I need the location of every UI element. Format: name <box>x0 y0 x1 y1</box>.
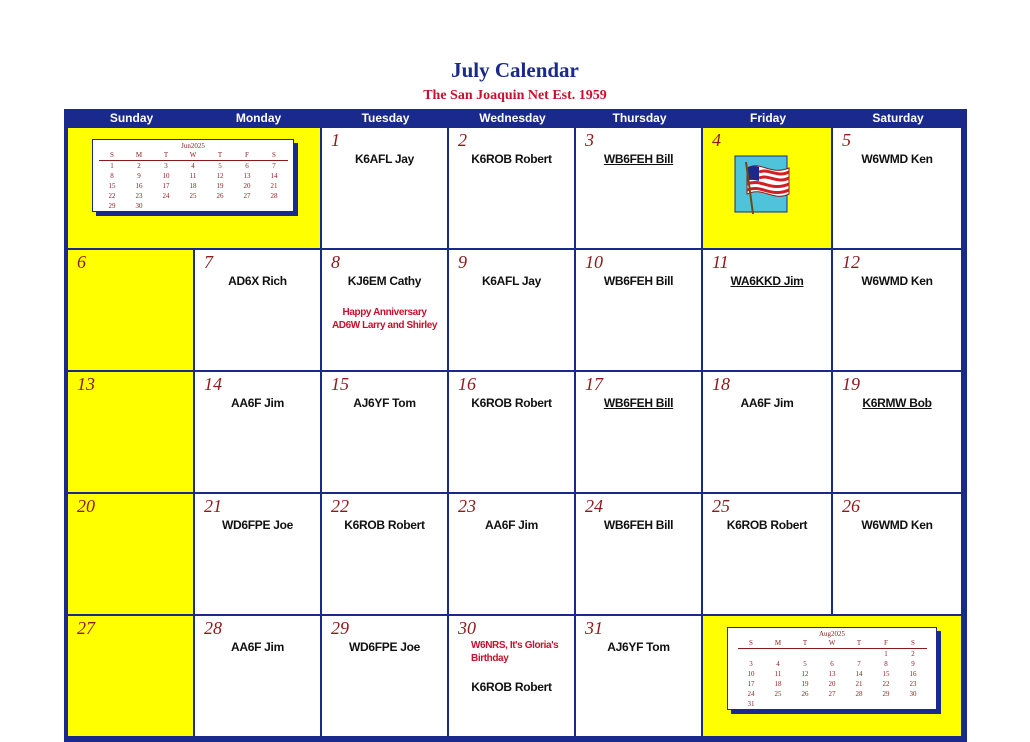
mini-date: 26 <box>801 690 809 698</box>
mini-calendar-table <box>99 150 288 211</box>
day-number: 29 <box>331 618 349 638</box>
mini-calendar-aug <box>727 627 937 710</box>
mini-date: 17 <box>747 680 755 688</box>
day-cell-10[interactable] <box>576 250 701 370</box>
day-cell-12[interactable] <box>833 250 961 370</box>
day-cell-25[interactable] <box>703 494 831 614</box>
mini-date: 8 <box>110 172 114 180</box>
mini-weekday: T <box>846 638 873 649</box>
day-cell-14[interactable] <box>195 372 320 492</box>
day-number: 26 <box>842 496 860 516</box>
day-cell-21[interactable] <box>195 494 320 614</box>
day-event: W6WMD Ken <box>861 152 933 166</box>
mini-date: 1 <box>110 162 114 170</box>
mini-date: 7 <box>272 162 276 170</box>
mini-calendar-title: Jun2025 <box>181 142 205 150</box>
mini-date: 16 <box>135 182 143 190</box>
mini-date: 22 <box>108 192 116 200</box>
mini-date: 24 <box>162 192 170 200</box>
day-event: AD6X Rich <box>228 274 287 288</box>
mini-date <box>846 699 873 709</box>
day-event: KJ6EM Cathy <box>347 274 422 288</box>
day-number: 15 <box>331 374 349 394</box>
mini-date: 1 <box>884 650 888 658</box>
day-cell-7[interactable] <box>195 250 320 370</box>
mini-date <box>792 699 819 709</box>
weekday-header-thursday: Thursday <box>612 111 667 125</box>
mini-date: 3 <box>749 660 753 668</box>
mini-date <box>261 201 288 211</box>
day-number: 10 <box>585 252 603 272</box>
mini-date: 30 <box>909 690 917 698</box>
mini-date: 6 <box>830 660 834 668</box>
mini-date: 11 <box>774 670 782 678</box>
day-cell-23[interactable] <box>449 494 574 614</box>
mini-date: 5 <box>218 162 222 170</box>
day-event: K6ROB Robert <box>471 396 552 410</box>
mini-date: 23 <box>909 680 917 688</box>
day-event: AA6F Jim <box>485 518 538 532</box>
mini-date: 25 <box>189 192 197 200</box>
american-flag-icon <box>733 154 799 216</box>
day-cell-18[interactable] <box>703 372 831 492</box>
mini-weekday: S <box>261 150 288 161</box>
mini-date: 9 <box>137 172 141 180</box>
mini-date: 8 <box>884 660 888 668</box>
mini-weekday: S <box>99 150 126 161</box>
mini-date: 29 <box>882 690 890 698</box>
mini-date: 17 <box>162 182 170 190</box>
day-event: WB6FEH Bill <box>603 518 674 532</box>
mini-date: 15 <box>108 182 116 190</box>
day-number: 31 <box>585 618 603 638</box>
day-event: K6ROB Robert <box>344 518 425 532</box>
day-number: 14 <box>204 374 222 394</box>
day-event: AJ6YF Tom <box>353 396 416 410</box>
day-cell-16[interactable] <box>449 372 574 492</box>
day-number: 20 <box>77 496 95 516</box>
mini-weekday: T <box>153 150 180 161</box>
day-event: K6AFL Jay <box>481 274 542 288</box>
weekday-header-wednesday: Wednesday <box>479 111 546 125</box>
mini-date: 4 <box>191 162 195 170</box>
weekday-header-tuesday: Tuesday <box>361 111 410 125</box>
mini-date: 15 <box>882 670 890 678</box>
day-number: 28 <box>204 618 222 638</box>
mini-date <box>765 649 792 660</box>
mini-date: 26 <box>216 192 224 200</box>
day-event: WD6FPE Joe <box>348 640 421 654</box>
mini-date <box>792 649 819 660</box>
day-cell-8[interactable] <box>322 250 447 370</box>
mini-date: 13 <box>243 172 251 180</box>
mini-date: 29 <box>108 202 116 210</box>
day-cell-3[interactable] <box>576 128 701 248</box>
weekday-header-friday: Friday <box>749 111 786 125</box>
day-number: 7 <box>204 252 213 272</box>
day-number: 30 <box>458 618 476 638</box>
day-number: 6 <box>77 252 86 272</box>
day-event: K6ROB Robert <box>726 518 808 532</box>
mini-date: 12 <box>216 172 224 180</box>
day-cell-2[interactable] <box>449 128 574 248</box>
day-cell-27[interactable] <box>68 616 193 736</box>
day-cell-6[interactable] <box>68 250 193 370</box>
day-cell-31[interactable] <box>576 616 701 736</box>
cell-august-minicalendar <box>703 616 961 736</box>
day-number: 13 <box>77 374 95 394</box>
mini-date: 19 <box>801 680 809 688</box>
day-number: 22 <box>331 496 349 516</box>
day-number: 27 <box>77 618 95 638</box>
mini-weekday: T <box>207 150 234 161</box>
mini-date <box>234 201 261 211</box>
day-cell-1[interactable] <box>322 128 447 248</box>
mini-date <box>819 649 846 660</box>
mini-date: 30 <box>135 202 143 210</box>
day-cell-24[interactable] <box>576 494 701 614</box>
mini-date: 27 <box>828 690 836 698</box>
mini-date: 12 <box>801 670 809 678</box>
mini-date: 28 <box>855 690 863 698</box>
day-cell-13[interactable] <box>68 372 193 492</box>
cell-june-minicalendar <box>68 128 320 248</box>
day-number: 2 <box>458 130 467 150</box>
day-number: 4 <box>712 130 721 150</box>
day-event[interactable]: WA6KKD Jim <box>730 274 804 288</box>
mini-weekday: F <box>873 638 900 649</box>
day-note: W6NRS, It's Gloria's Birthday <box>471 640 559 664</box>
weekday-header-saturday: Saturday <box>872 111 924 125</box>
mini-date: 5 <box>803 660 807 668</box>
day-cell-9[interactable] <box>449 250 574 370</box>
day-number: 3 <box>585 130 594 150</box>
mini-date <box>207 201 234 211</box>
mini-weekday: M <box>765 638 792 649</box>
day-cell-29[interactable] <box>322 616 447 736</box>
mini-date: 13 <box>828 670 836 678</box>
day-cell-5[interactable] <box>833 128 961 248</box>
mini-calendar-june <box>92 139 294 212</box>
day-cell-11[interactable] <box>703 250 831 370</box>
day-cell-28[interactable] <box>195 616 320 736</box>
mini-date: 20 <box>243 182 251 190</box>
day-number: 21 <box>204 496 222 516</box>
day-event: W6WMD Ken <box>861 518 933 532</box>
day-cell-15[interactable] <box>322 372 447 492</box>
day-note: Happy Anniversary AD6W Larry and Shirley <box>331 307 438 331</box>
mini-weekday: S <box>738 638 765 649</box>
mini-date: 11 <box>189 172 197 180</box>
day-number: 23 <box>458 496 476 516</box>
mini-date: 21 <box>855 680 863 688</box>
mini-date: 4 <box>776 660 780 668</box>
day-event: K6ROB Robert <box>471 152 552 166</box>
mini-date: 18 <box>189 182 197 190</box>
day-number: 16 <box>458 374 476 394</box>
mini-date: 21 <box>270 182 278 190</box>
day-event: W6WMD Ken <box>861 274 933 288</box>
weekday-header-monday: Monday <box>235 111 282 125</box>
day-cell-22[interactable] <box>322 494 447 614</box>
mini-weekday: W <box>819 638 846 649</box>
day-number: 5 <box>842 130 851 150</box>
day-event[interactable]: K6RMW Bob <box>862 396 932 410</box>
mini-weekday: W <box>180 150 207 161</box>
day-number: 12 <box>842 252 860 272</box>
mini-date: 3 <box>164 162 168 170</box>
day-event: AJ6YF Tom <box>607 640 670 654</box>
mini-date: 6 <box>245 162 249 170</box>
day-cell-4[interactable] <box>703 128 831 248</box>
page-subtitle: The San Joaquin Net Est. 1959 <box>423 88 607 103</box>
mini-date: 27 <box>243 192 251 200</box>
page-title: July Calendar <box>451 58 579 82</box>
mini-date <box>765 699 792 709</box>
mini-date: 14 <box>855 670 863 678</box>
weekday-header-sunday: Sunday <box>109 111 154 125</box>
day-number: 17 <box>585 374 603 394</box>
day-number: 1 <box>331 130 340 150</box>
mini-weekday: T <box>792 638 819 649</box>
mini-date: 20 <box>828 680 836 688</box>
mini-date: 28 <box>270 192 278 200</box>
day-number: 18 <box>712 374 730 394</box>
day-cell-17[interactable] <box>576 372 701 492</box>
day-cell-20[interactable] <box>68 494 193 614</box>
mini-date: 7 <box>857 660 861 668</box>
mini-date <box>819 699 846 709</box>
mini-date <box>846 649 873 660</box>
mini-date: 10 <box>162 172 170 180</box>
day-cell-30[interactable] <box>449 616 574 736</box>
day-event: WD6FPE Joe <box>221 518 294 532</box>
mini-date: 24 <box>747 690 755 698</box>
calendar-grid <box>64 109 967 742</box>
mini-date <box>873 699 900 709</box>
day-event: K6AFL Jay <box>354 152 415 166</box>
day-event: AA6F Jim <box>740 396 794 410</box>
mini-date: 22 <box>882 680 890 688</box>
mini-date: 25 <box>774 690 782 698</box>
mini-weekday: M <box>126 150 153 161</box>
mini-date: 2 <box>137 162 141 170</box>
mini-date: 31 <box>747 700 755 708</box>
mini-date: 19 <box>216 182 224 190</box>
day-cell-26[interactable] <box>833 494 961 614</box>
day-number: 25 <box>712 496 730 516</box>
day-number: 8 <box>331 252 340 272</box>
day-event: K6ROB Robert <box>471 680 552 694</box>
mini-date: 16 <box>909 670 917 678</box>
mini-date: 14 <box>270 172 278 180</box>
mini-date <box>900 699 927 709</box>
mini-calendar-table <box>738 638 927 709</box>
day-number: 9 <box>458 252 467 272</box>
day-number: 11 <box>712 252 729 272</box>
mini-weekday: F <box>234 150 261 161</box>
day-event[interactable]: WB6FEH Bill <box>603 396 674 410</box>
day-event[interactable]: WB6FEH Bill <box>603 152 674 166</box>
mini-calendar-title: Aug2025 <box>818 630 846 638</box>
mini-date: 10 <box>747 670 755 678</box>
mini-date <box>153 201 180 211</box>
day-event: WB6FEH Bill <box>603 274 674 288</box>
mini-weekday: S <box>900 638 927 649</box>
day-cell-19[interactable] <box>833 372 961 492</box>
mini-date: 18 <box>774 680 782 688</box>
mini-date: 9 <box>911 660 915 668</box>
day-number: 24 <box>585 496 603 516</box>
day-number: 19 <box>842 374 860 394</box>
mini-date: 23 <box>135 192 143 200</box>
mini-date <box>738 649 765 660</box>
day-event: AA6F Jim <box>231 640 284 654</box>
mini-date <box>180 201 207 211</box>
mini-date: 2 <box>911 650 915 658</box>
day-event: AA6F Jim <box>231 396 284 410</box>
